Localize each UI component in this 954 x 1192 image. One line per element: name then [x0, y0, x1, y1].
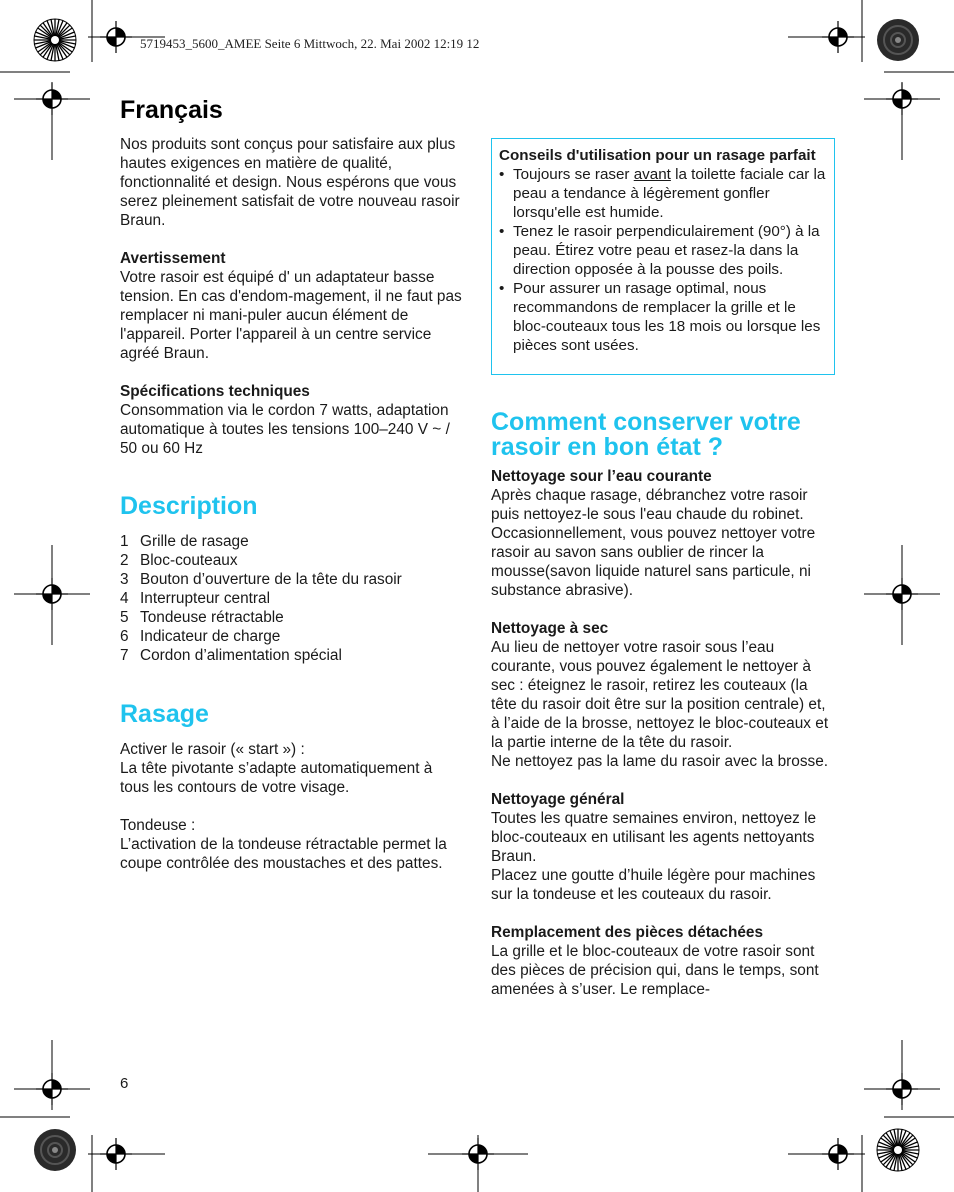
dry-cleaning-text: Au lieu de nettoyer votre rasoir sous l’eau courante, vous pouvez également le nettoyer à sec : éteignez le rasoir, retirez les couteaux (la tête du rasoir doit être sur la position centrale) et, à l’aide de la brosse, nettoyez le bloc-couteaux et la partie interne de la tête du rasoir. [491, 639, 829, 751]
shaving-heading: Rasage [120, 700, 209, 728]
specs-heading: Spécifications techniques [120, 383, 310, 400]
warning-heading: Avertissement [120, 250, 226, 267]
list-item: • Tenez le rasoir perpendiculairement (90°) à la peau. Étirez votre peau et rasez-la dans la direction opposée à la pousse des poils. [499, 223, 820, 278]
parts-list [120, 532, 462, 665]
tips-box [491, 138, 835, 375]
list-item: • Toujours se raser avant la toilette faciale car la peau a tendance à légèrement gonfler lorsqu'elle est humide. [499, 166, 826, 221]
dry-cleaning-note: Ne nettoyez pas la lame du rasoir avec la brosse. [491, 753, 829, 770]
intro-text: Nos produits sont conçus pour satisfaire aux plus hautes exigences en matière de qualité, fonctionnalité et design. Nous espérons que vous serez pleinement satisfait de votre nouveau rasoir Braun. [120, 136, 460, 229]
general-cleaning-text: Toutes les quatre semaines environ, nettoyez le bloc-couteaux en utilisant les agents nettoyants Braun. [491, 810, 817, 865]
list-item: 5 Tondeuse rétractable [120, 609, 284, 626]
page-title: Français [120, 96, 223, 124]
left-column [120, 135, 462, 458]
shaving-section [120, 740, 462, 873]
list-item: • Pour assurer un rasage optimal, nous recommandons de remplacer la grille et le bloc-couteaux tous les 18 mois ou lorsque les pièces sont usées. [499, 280, 821, 354]
list-item: 4 Interrupteur central [120, 590, 271, 607]
list-item: 2 Bloc-couteaux [120, 552, 238, 569]
tips-heading: Conseils d'utilisation pour un rasage parfait [499, 147, 816, 164]
list-item: 1 Grille de rasage [120, 533, 249, 550]
care-section [491, 467, 834, 999]
list-item: 6 Indicateur de charge [120, 628, 281, 645]
general-cleaning-oil: Placez une goutte d’huile légère pour machines sur la tondeuse et les couteaux du rasoir. [491, 867, 816, 903]
general-cleaning-heading: Nettoyage général [491, 791, 625, 808]
list-item: 7 Cordon d’alimentation spécial [120, 647, 342, 664]
list-item: 3 Bouton d’ouverture de la tête du rasoir [120, 571, 402, 588]
print-header-slug: 5719453_5600_AMEE Seite 6 Mittwoch, 22. Mai 2002 12:19 12 [140, 36, 480, 51]
tips-list [499, 165, 826, 355]
specs-text: Consommation via le cordon 7 watts, adaptation automatique à toutes les tensions 100–240 V ~ / 50 ou 60 Hz [120, 402, 450, 457]
activate-text: La tête pivotante s’adapte automatiquement à tous les contours de votre visage. [120, 760, 433, 796]
trimmer-label: Tondeuse : [120, 817, 196, 834]
replacement-text: La grille et le bloc-couteaux de votre rasoir sont des pièces de précision qui, dans le temps, sont amenées à s’user. Le remplace- [491, 943, 819, 998]
care-heading: Comment conserver votre rasoir en bon état ? [491, 408, 801, 461]
running-water-heading: Nettoyage sour l’eau courante [491, 468, 712, 485]
activate-label: Activer le rasoir (« start ») : [120, 741, 305, 758]
dry-cleaning-heading: Nettoyage à sec [491, 620, 609, 637]
warning-text: Votre rasoir est équipé d' un adaptateur basse tension. En cas d'endom-magement, il ne faut pas remplacer ni mani-puler aucun élément de l'appareil. Porter l'appareil à un centre service agréé Braun. [120, 269, 462, 362]
page-number: 6 [120, 1075, 129, 1092]
running-water-text: Après chaque rasage, débranchez votre rasoir puis nettoyez-le sous l'eau chaude du robinet. Occasionnellement, vous pouvez nettoyer votre rasoir au savon sans oublier de rincer la mousse(savon liquide naturel sans particule, ni substance abrasive). [491, 487, 816, 599]
trimmer-text: L’activation de la tondeuse rétractable permet la coupe contrôlée des moustaches et des pattes. [120, 836, 447, 872]
replacement-heading: Remplacement des pièces détachées [491, 924, 764, 941]
description-heading: Description [120, 492, 258, 520]
